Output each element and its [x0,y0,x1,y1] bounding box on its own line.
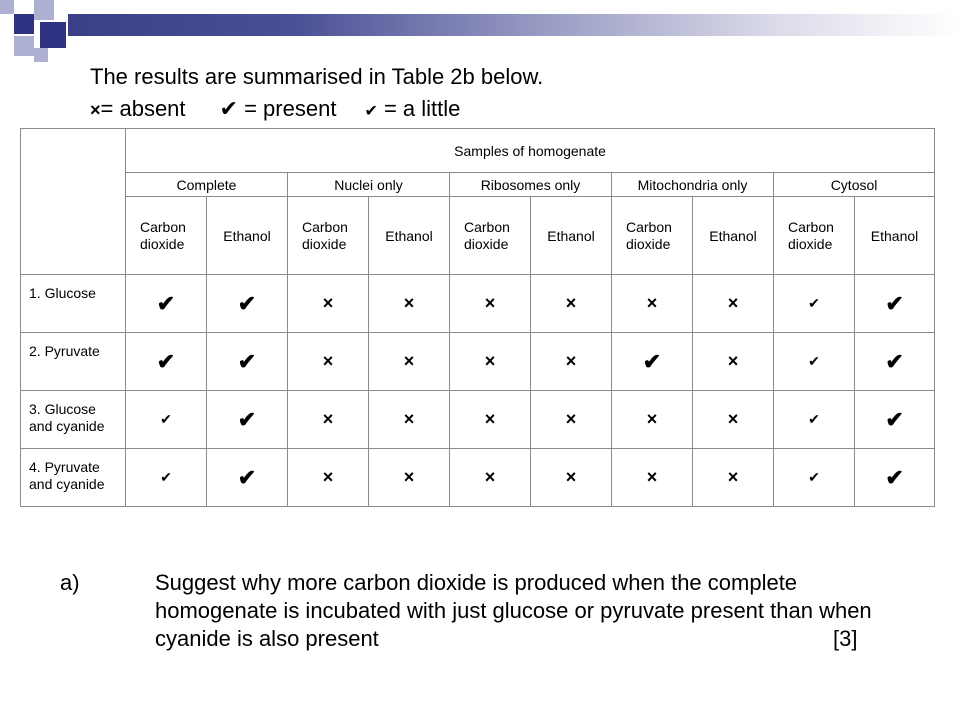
subheader-ethanol: Ethanol [531,197,612,275]
check-icon: ✔ [642,348,662,374]
subheader-carbon-dioxide: Carbon dioxide [612,197,693,275]
subheader-ethanol: Ethanol [855,197,935,275]
result-cell [450,449,531,507]
group-header: Samples of homogenate [126,129,935,173]
subheader-ethanol: Ethanol [693,197,774,275]
cross-icon: × [90,100,101,120]
check-icon: ✔ [156,290,176,316]
sample-header: Ribosomes only [450,173,612,197]
check-icon: ✔ [237,348,257,374]
cross-icon: × [646,293,658,313]
cross-icon: × [484,293,496,313]
check-icon: ✔ [885,406,904,432]
cross-icon: × [322,293,334,313]
result-cell [369,275,450,333]
check-icon: ✔ [237,464,257,490]
result-cell [612,275,693,333]
cross-icon: × [403,351,415,371]
result-cell [126,333,207,391]
intro-text: The results are summarised in Table 2b below. [90,64,544,89]
cross-icon: × [565,351,577,371]
deco-square [14,14,34,34]
result-cell [612,449,693,507]
result-cell [855,449,935,507]
result-cell [693,333,774,391]
result-cell [855,391,935,449]
cross-icon: × [484,467,496,487]
result-cell [126,449,207,507]
small-check-icon: ✔ [160,469,172,485]
header-gradient-band [68,14,960,36]
result-cell [855,275,935,333]
cross-icon: × [646,467,658,487]
cross-icon: × [646,409,658,429]
small-check-icon: ✔ [808,295,820,311]
result-cell [207,449,288,507]
cross-icon: × [484,409,496,429]
cross-icon: × [484,351,496,371]
check-icon: ✔ [156,348,176,374]
deco-square [0,0,14,14]
sample-header-row [21,173,935,197]
result-cell [774,333,855,391]
check-icon: ✔ [237,406,257,432]
result-cell [288,333,369,391]
check-icon: ✔ [237,290,257,316]
table-corner-cell [21,129,126,275]
subheader-carbon-dioxide: Carbon dioxide [288,197,369,275]
result-cell [774,275,855,333]
result-cell [288,275,369,333]
table-row [21,391,935,449]
cross-icon: × [727,467,739,487]
result-cell [531,391,612,449]
result-cell [855,333,935,391]
result-cell [450,275,531,333]
subheader-row [21,197,935,275]
result-cell [774,449,855,507]
result-cell [126,275,207,333]
result-cell [612,333,693,391]
result-cell [369,391,450,449]
check-icon: ✔ [219,96,238,121]
cross-icon: × [403,409,415,429]
table-row [21,449,935,507]
result-cell [774,391,855,449]
result-cell [531,333,612,391]
question-label: a) [60,570,80,595]
result-cell [126,391,207,449]
check-icon: ✔ [885,464,904,490]
result-cell [288,449,369,507]
subheader-carbon-dioxide: Carbon dioxide [450,197,531,275]
cross-icon: × [727,351,739,371]
question-text: Suggest why more carbon dioxide is produced when the complete homogenate is incubated with just glucose or pyruvate present than when cyanide is also present [155,570,872,651]
table-group-header-row [21,129,935,173]
check-icon: ✔ [885,290,904,316]
results-table [20,128,935,507]
small-check-icon: ✔ [808,353,820,369]
cross-icon: × [322,409,334,429]
result-cell [531,449,612,507]
result-cell [693,449,774,507]
result-cell [531,275,612,333]
cross-icon: × [403,293,415,313]
check-icon: ✔ [885,348,904,374]
cross-icon: × [565,467,577,487]
result-cell [612,391,693,449]
small-check-icon: ✔ [364,103,378,120]
result-cell [207,391,288,449]
legend [90,94,460,127]
result-cell [693,275,774,333]
cross-icon: × [727,293,739,313]
cross-icon: × [565,409,577,429]
row-label: 2. Pyruvate [21,333,126,391]
cross-icon: × [565,293,577,313]
result-cell [207,333,288,391]
result-cell [693,391,774,449]
subheader-ethanol: Ethanol [207,197,288,275]
subheader-carbon-dioxide: Carbon dioxide [126,197,207,275]
deco-square [34,48,48,62]
table-row [21,275,935,333]
cross-icon: × [727,409,739,429]
legend-present-label: = present [244,96,337,121]
cross-icon: × [403,467,415,487]
result-cell [450,391,531,449]
subheader-carbon-dioxide: Carbon dioxide [774,197,855,275]
row-label: 4. Pyruvate and cyanide [21,449,126,507]
row-label: 1. Glucose [21,275,126,333]
question-marks: [3] [833,626,858,651]
result-cell [450,333,531,391]
sample-header: Mitochondria only [612,173,774,197]
legend-little-label: = a little [383,96,461,121]
sample-header: Complete [126,173,288,197]
result-cell [369,449,450,507]
row-label: 3. Glucose and cyanide [21,391,126,449]
result-cell [207,275,288,333]
cross-icon: × [322,467,334,487]
deco-square [14,0,34,14]
subheader-ethanol: Ethanol [369,197,450,275]
sample-header: Nuclei only [288,173,450,197]
sample-header: Cytosol [774,173,935,197]
small-check-icon: ✔ [808,411,820,427]
result-cell [288,391,369,449]
deco-square [40,22,66,48]
cross-icon: × [322,351,334,371]
small-check-icon: ✔ [160,411,172,427]
deco-square [34,0,54,20]
small-check-icon: ✔ [808,469,820,485]
deco-square [14,36,34,56]
table-row [21,333,935,391]
result-cell [369,333,450,391]
legend-absent-label: = absent [100,96,186,121]
